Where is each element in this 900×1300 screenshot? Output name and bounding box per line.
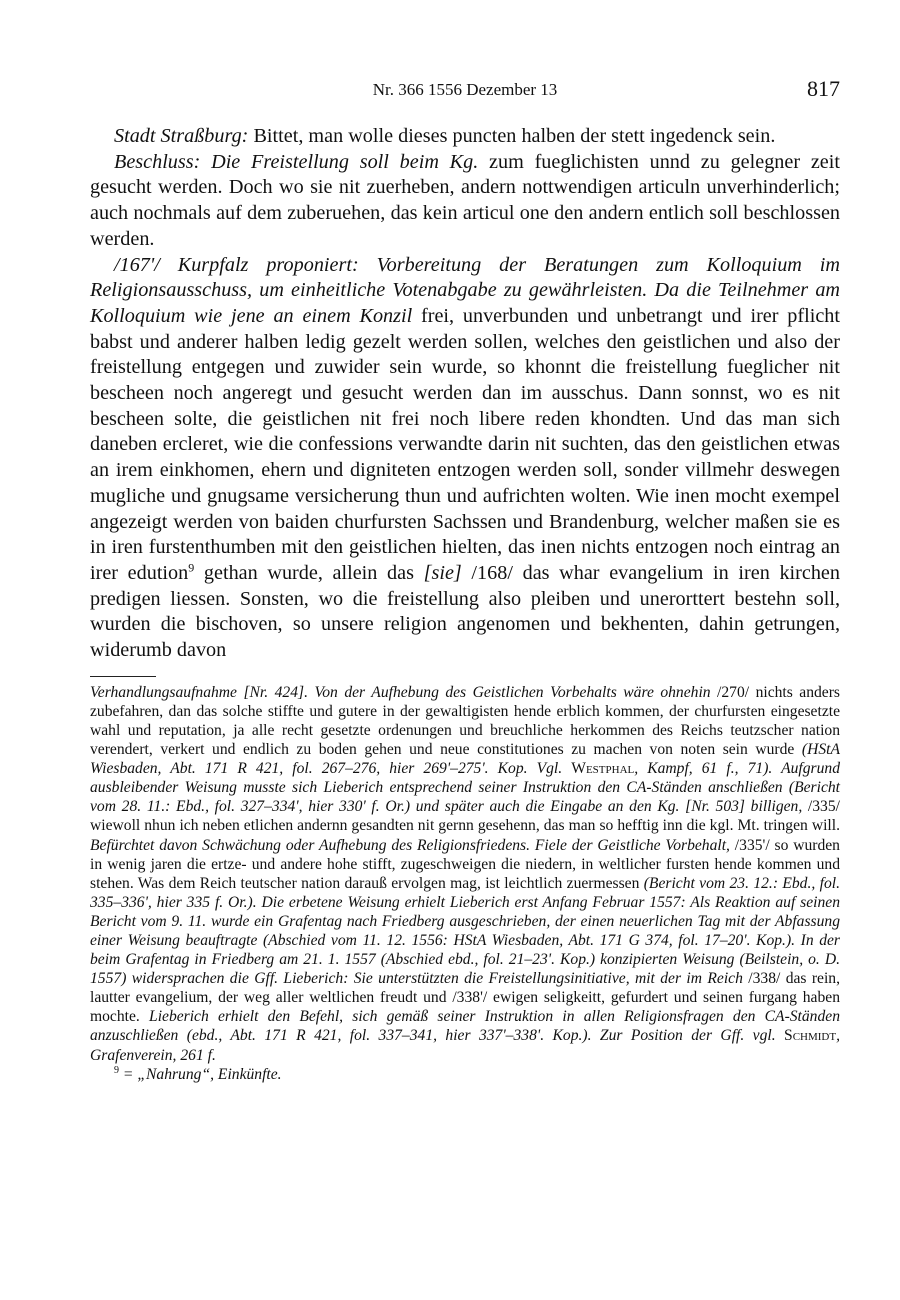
note-italic: , Grafenverein, 261 f. [90, 1027, 840, 1064]
paragraph-kurpfalz [90, 253, 840, 664]
page-number: 817 [807, 76, 840, 101]
paragraph-text: /168/ das whar evangelium in iren kirchen predigen liessen. Sonsten, wo die freistellung also pleiben und unerorttert bestehn soll, wurden die bischoven, so unsere religion angenomen und bekhenten, dahin getrungen, widerumb davon [90, 561, 840, 662]
footnote-apparatus [90, 683, 840, 1065]
note-italic: , Kampf, 61 f., 71). Aufgrund ausbleibender Weisung musste sich Lieberich entsprechend seiner Instruktion den CA-Ständen anschließen (Bericht vom 28. 11.: Ebd., fol. 327–334', hier 330' f. Or.) und später auch die Eingabe an den Kg. [Nr. 503] billigen, [90, 760, 840, 816]
paragraph-text: Bittet, man wolle dieses puncten halben der stett ingedenck sein. [248, 125, 776, 147]
note-italic: (Bericht vom 23. 12.: Ebd., fol. 335–336', hier 335 f. Or.). Die erbetene Weisung erhielt Lieberich erst Anfang Februar 1557: Als Reaktion auf seinen Bericht vom 9. 11. wurde ein Grafentag nach Friedberg ausgeschrieben, der einen neuerlichen Tag mit der Abfassung einer Weisung beauftragte (Abschied vom 11. 12. 1556: HStA Wiesbaden, Abt. 171 G 374, fol. 17–20'. Kop.). In der beim Grafentag in Friedberg am 21. 1. 1557 (Abschied ebd., fol. 21–23'. Kop.) konzipierten Weisung (Beilstein, o. D. 1557) widersprachen die Gff. Lieberich: Sie unterstützten die Freistellungsinitiative, mit der im Reich [90, 874, 840, 988]
paragraph-beschluss [90, 150, 840, 253]
document-page [90, 72, 840, 1084]
footnote-divider [90, 676, 156, 677]
note-quote: /335'/ so wurden in wenig jaren die ertze- und andere hohe stifft, zugeschweigen die niedern, in weltlicher fursten hende kommen und stehen. Was dem Reich teutscher nation darauß ervolgen mag, ist leichtlich zuermessen [90, 836, 840, 892]
footnote-reference: 9 [188, 560, 195, 575]
main-text [90, 124, 840, 664]
paragraph-text: gethan wurde, allein das [194, 561, 424, 584]
footnote-number: 9 [114, 1064, 119, 1076]
speaker-label: Stadt Straßburg: [114, 125, 249, 147]
note-quote: /338/ das rein, lautter evangelium, der weg aller weltlichen freudt und /338'/ ewigen seligkeitt, gefurdert und seinen furgang haben mochte. [90, 970, 840, 1026]
paragraph-text: frei, unverbunden und unbetrangt und irer pflicht babst und anderer halben ledig gezelt werden sollen, welches den geistlichen und also der freistellung entgegen und zuwider sein wurde, so khonnt die freistellung fueglicher nit bescheen noch angeregt und gesucht werden dan im ausschus. Dann sonnst, wo es nit bescheen solte, die geistlichen nit frei noch libere reden khondten. Und das man sich daneben ercleret, wie die confessions verwandte darin nit suchten, das den geistlichen etwas an irem einkhomen, ehern und digniteten entzogen werden soll, sonder villmehr deswegen mugliche und gnugsame versicherung thun und aufrichten wolten. Wie inen mocht exempel angezeigt werden von baiden churfursten Sachssen und Brandenburg, welcher maßen sie es in iren furstenthumben mit den geistlichen hielten, das inen nichts entzogen noch eintrag an irer edution [90, 304, 840, 584]
note-quote: /335/ wiewoll nhun ich neben etlichen andernn gesandten nit gernn gesehenn, das man so hefftig inn die kgl. Mt. tringen will. [90, 798, 840, 835]
footnote-text: = „Nahrung“, Einkünfte. [119, 1065, 282, 1083]
note-italic: Befürchtet davon Schwächung oder Aufhebung des Religionsfriedens. Fiele der Geistliche Vorbehalt, [90, 836, 730, 854]
author-name: Westphal [571, 760, 635, 778]
paragraph-text: zum fueglichisten unnd zu gelegner zeit gesucht werden. Doch wo sie nit zuerheben, andern nottwendigen articuln unverhinderlich; auch nochmals auf dem zuberuehen, das kein articul one den andern entlich soll beschlossen werden. [90, 150, 840, 250]
footnotes [90, 683, 840, 1084]
running-header [90, 72, 840, 104]
header-title: Nr. 366 1556 Dezember 13 [372, 80, 558, 99]
footnote-9 [114, 1065, 840, 1084]
note-italic: (HStA Wiesbaden, Abt. 171 R 421, fol. 267–276, hier 269'–275'. Kop. Vgl. [90, 741, 840, 778]
note-italic: Lieberich erhielt den Befehl, sich gemäß seiner Instruktion in allen Religionsfragen den CA-Ständen anzuschließen (ebd., Abt. 171 R 421, fol. 337–341, hier 337'–338'. Kop.). Zur Position der Gff. vgl. [90, 1008, 840, 1045]
author-name: Schmidt [784, 1027, 837, 1045]
sic-marker: [sie] [423, 561, 462, 584]
resolution-label: Beschluss: Die Freistellung soll beim Kg. [114, 150, 479, 173]
note-italic: Verhandlungsaufnahme [Nr. 424]. Von der Aufhebung des Geistlichen Vorbehalts wäre ohnehin [90, 683, 711, 701]
editorial-summary: /167'/ Kurpfalz proponiert: Vorbereitung der Beratungen zum Kolloquium im Religionsausschuss, um einheitliche Votenabgabe zu gewährleisten. Da die Teilnehmer am Kolloquium wie jene an einem Konzil [90, 253, 840, 327]
paragraph-strassburg [90, 124, 840, 150]
note-quote: /270/ nichts anders zubefahren, dan das solche stiffte und gutere in der gewaltigisten hende erblich kommen, der churfursten eingesetzte wahl und reputation, ja alle recht gesetzte ordenungen und breuchliche herkommen des Reichs teutzscher nation verendert, verkert und endlich zu boden gehen und neue constitutiones zu machen von noten sein wurde [90, 683, 840, 759]
